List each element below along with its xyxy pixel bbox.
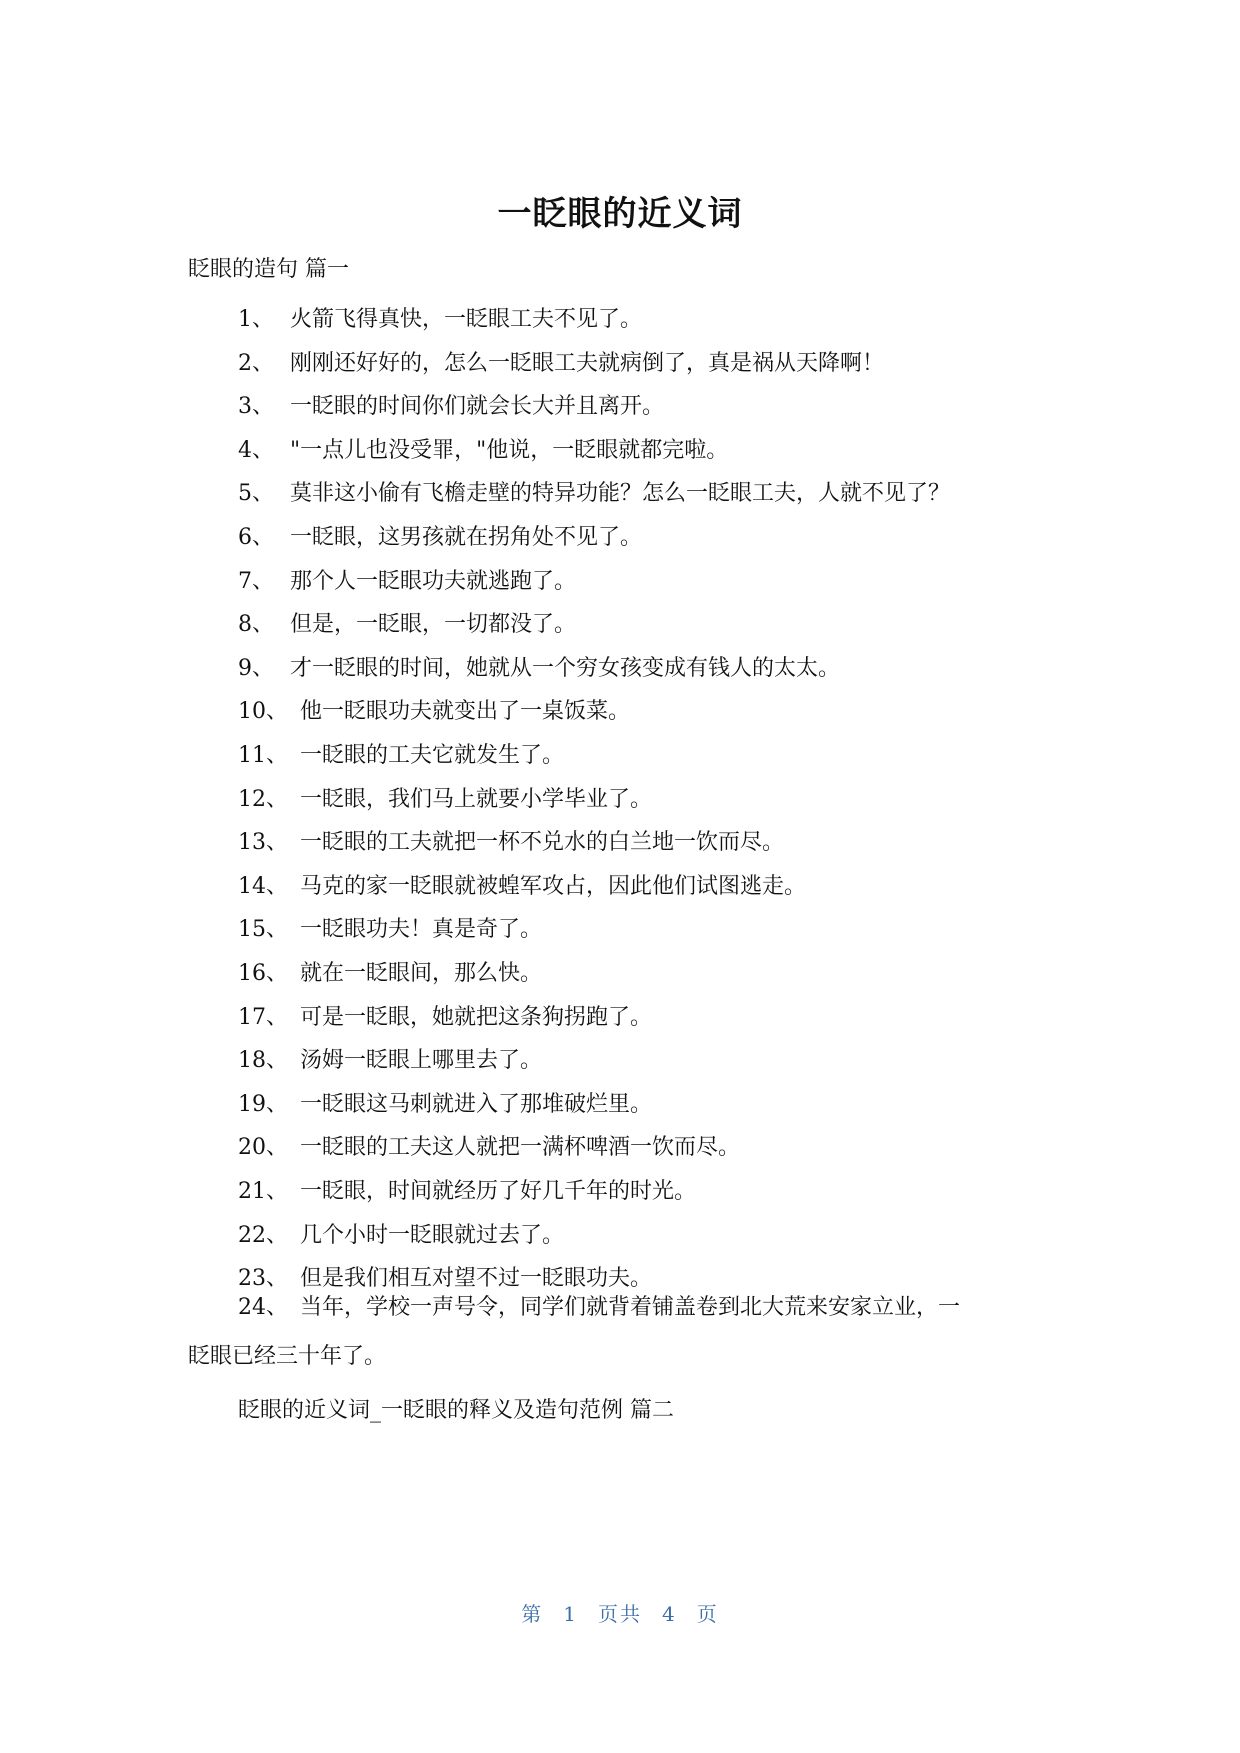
list-item-text: 一眨眼，这男孩就在拐角处不见了。: [290, 525, 643, 550]
list-item: [238, 433, 728, 464]
list-item-text: 才一眨眼的时间，她就从一个穷女孩变成有钱人的太太。: [290, 656, 841, 681]
page-footer: [0, 1598, 1240, 1627]
list-item: [238, 1087, 652, 1118]
list-item-number: 20、: [238, 1135, 288, 1160]
list-item-number: 24、: [238, 1295, 288, 1320]
list-item-number: 9、: [238, 656, 274, 681]
list-item-text: 一眨眼，我们马上就要小学毕业了。: [300, 787, 653, 812]
list-item-number: 23、: [238, 1266, 288, 1291]
list-item-text: 几个小时一眨眼就过去了。: [300, 1223, 565, 1248]
list-item-number: 22、: [238, 1223, 288, 1248]
list-item-number: 2、: [238, 351, 274, 376]
list-item-number: 19、: [238, 1092, 288, 1117]
document-title: 一眨眼的近义词: [497, 194, 743, 234]
list-item: [238, 564, 576, 595]
list-item: [238, 1130, 740, 1161]
list-item-text-line1: 当年，学校一声号令，同学们就背着铺盖卷到北大荒来安家立业，一: [300, 1295, 961, 1320]
section-heading-1: 眨眼的造句 篇一: [188, 257, 349, 282]
list-item-text: 但是，一眨眼，一切都没了。: [290, 612, 577, 637]
list-item: [238, 782, 652, 813]
footer-label-end: 页: [696, 1602, 719, 1626]
list-item-number: 3、: [238, 394, 274, 419]
list-item-number: 4、: [238, 438, 274, 463]
list-item-text: 可是一眨眼，她就把这条狗拐跑了。: [300, 1005, 653, 1030]
list-item-text: 莫非这小偷有飞檐走壁的特异功能？怎么一眨眼工夫，人就不见了？: [290, 481, 951, 506]
list-item-number: 7、: [238, 569, 274, 594]
list-item-number: 8、: [238, 612, 274, 637]
list-item-text: 汤姆一眨眼上哪里去了。: [300, 1048, 543, 1073]
list-item-text: 就在一眨眼间，那么快。: [300, 961, 543, 986]
list-item: [238, 738, 564, 769]
list-item-number: 13、: [238, 830, 288, 855]
list-item-text: 一眨眼这马刺就进入了那堆破烂里。: [300, 1092, 653, 1117]
list-item-number: 5、: [238, 481, 274, 506]
list-item-text: 马克的家一眨眼就被蝗军攻占，因此他们试图逃走。: [300, 874, 807, 899]
list-item: [238, 346, 884, 377]
list-item-text-line2: 眨眼已经三十年了。: [188, 1344, 387, 1369]
list-item-text: "一点儿也没受罪，"他说，一眨眼就都完啦。: [290, 438, 729, 463]
list-item: [238, 476, 950, 507]
list-item-text: 一眨眼的工夫它就发生了。: [300, 743, 565, 768]
list-item-number: 10、: [238, 699, 288, 724]
footer-current-page: 1: [563, 1602, 578, 1626]
list-item: [238, 694, 630, 725]
list-item-text: 他一眨眼功夫就变出了一桌饭菜。: [300, 699, 631, 724]
list-item: [238, 956, 542, 987]
list-item: [238, 651, 840, 682]
list-item: [238, 1174, 696, 1205]
section-heading-2: 眨眼的近义词_一眨眼的释义及造句范例 篇二: [238, 1398, 674, 1423]
list-item-text: 一眨眼的工夫这人就把一满杯啤酒一饮而尽。: [300, 1135, 741, 1160]
list-item: [238, 389, 664, 420]
list-item-text: 刚刚还好好的，怎么一眨眼工夫就病倒了，真是祸从天降啊！: [290, 351, 885, 376]
list-item-text: 一眨眼的工夫就把一杯不兑水的白兰地一饮而尽。: [300, 830, 785, 855]
list-item-24: [188, 1283, 1058, 1381]
list-item-number: 15、: [238, 917, 288, 942]
list-item-text: 火箭飞得真快，一眨眼工夫不见了。: [290, 307, 643, 332]
list-item-number: 1、: [238, 307, 274, 332]
footer-label-page: 第: [521, 1602, 544, 1626]
list-item-number: 21、: [238, 1179, 288, 1204]
list-item-text: 一眨眼的时间你们就会长大并且离开。: [290, 394, 665, 419]
list-item: [238, 825, 784, 856]
list-item-number: 6、: [238, 525, 274, 550]
list-item-text: 一眨眼功夫！真是奇了。: [300, 917, 543, 942]
list-item-number: 16、: [238, 961, 288, 986]
list-item-text: 那个人一眨眼功夫就逃跑了。: [290, 569, 577, 594]
footer-label-of: 页共: [598, 1602, 642, 1626]
list-item-number: 17、: [238, 1005, 288, 1030]
list-item-number: 12、: [238, 787, 288, 812]
list-item-number: 14、: [238, 874, 288, 899]
footer-total-pages: 4: [662, 1602, 677, 1626]
list-item-text: 但是我们相互对望不过一眨眼功夫。: [300, 1266, 653, 1291]
list-item: [238, 520, 642, 551]
list-item: [238, 1043, 542, 1074]
list-item: [238, 869, 806, 900]
list-item-number: 18、: [238, 1048, 288, 1073]
list-item-number: 11、: [238, 743, 288, 768]
list-item: [238, 1218, 564, 1249]
list-item: [238, 607, 576, 638]
list-item-text: 一眨眼，时间就经历了好几千年的时光。: [300, 1179, 697, 1204]
list-item: [238, 912, 542, 943]
list-item: [238, 1000, 652, 1031]
list-item: [238, 302, 642, 333]
